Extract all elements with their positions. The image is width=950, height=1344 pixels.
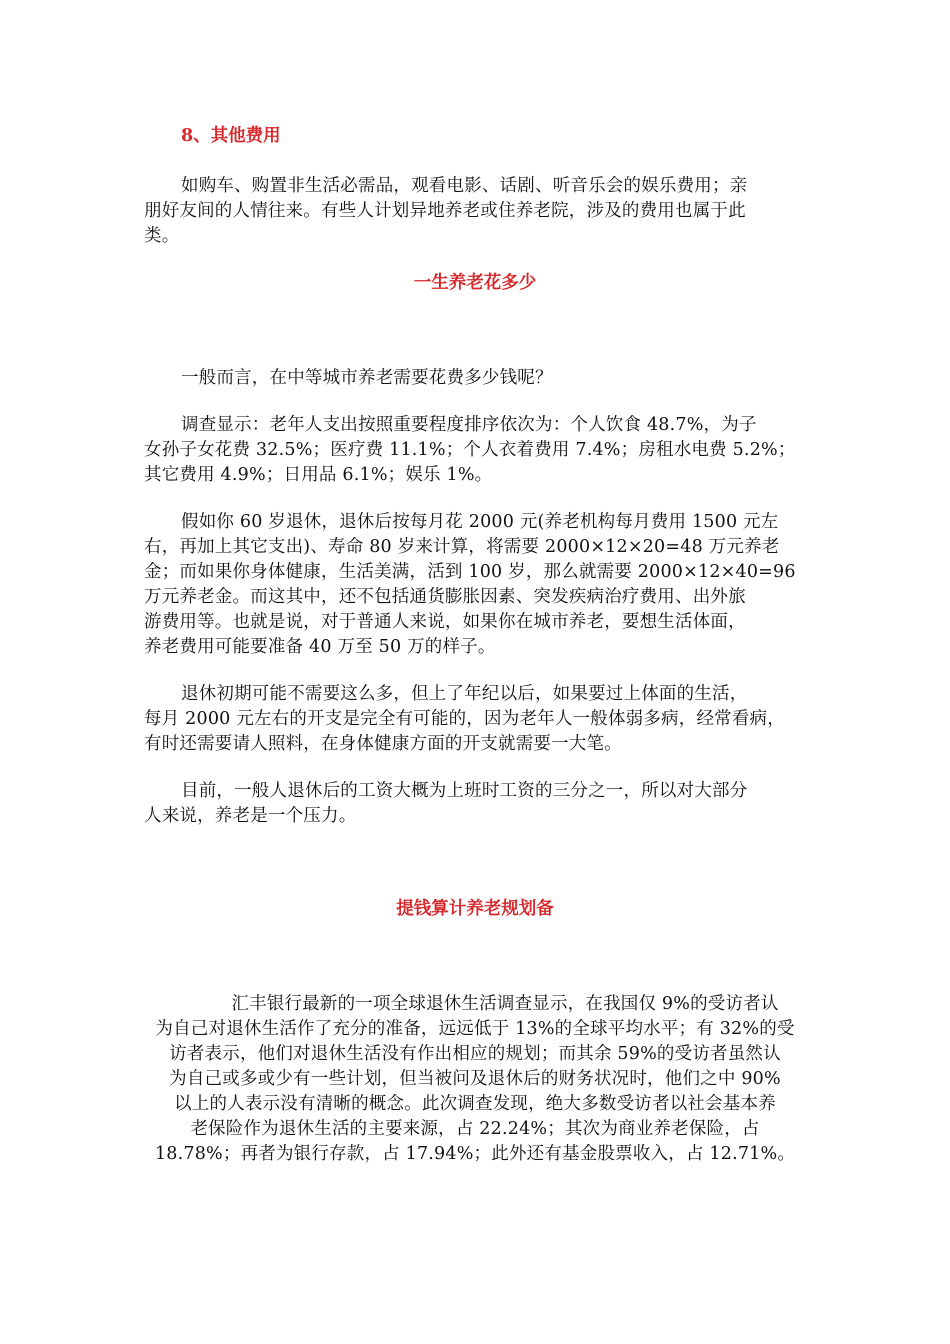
section-heading-other-expenses: 8、其他费用: [181, 126, 281, 146]
text-line: 调查显示：老年人支出按照重要程度排序依次为：个人饮食 48.7%，为子: [181, 415, 757, 435]
text-line: 目前，一般人退休后的工资大概为上班时工资的三分之一，所以对大部分: [181, 781, 748, 801]
text-line: 退休初期可能不需要这么多，但上了年纪以后，如果要过上体面的生活，: [181, 684, 748, 704]
paragraph-pressure: [144, 779, 808, 829]
text-line: 老保险作为退休生活的主要来源，占 22.24%；其次为商业养老保险，占: [190, 1119, 760, 1139]
text-line: 访者表示，他们对退休生活没有作出相应的规划；而其余 59%的受访者虽然认: [169, 1044, 781, 1064]
paragraph-early-retirement: [144, 682, 808, 757]
text-line: 女孙子女花费 32.5%；医疗费 11.1%；个人衣着费用 7.4%；房租水电费 5.2%；: [144, 440, 796, 460]
text-line: 朋好友间的人情往来。有些人计划异地养老或住养老院，涉及的费用也属于此: [144, 201, 746, 221]
text-line: 汇丰银行最新的一项全球退休生活调查显示，在我国仅 9%的受访者认: [231, 994, 779, 1014]
text-line: 18.78%；再者为银行存款，占 17.94%；此外还有基金股票收入，占 12.71%。: [154, 1144, 796, 1164]
text-line: 右，再加上其它支出)、寿命 80 岁来计算，将需要 2000×12×20=48 万元养老: [144, 537, 780, 557]
text-line: 如购车、购置非生活必需品，观看电影、话剧、听音乐会的娱乐费用；亲: [181, 176, 748, 196]
text-line: 一般而言，在中等城市养老需要花费多少钱呢？: [181, 368, 553, 388]
section-heading-planning: 提钱算计养老规划备: [396, 899, 554, 919]
text-line: 万元养老金。而这其中，还不包括通货膨胀因素、突发疾病治疗费用、出外旅: [144, 587, 746, 607]
text-line: 人来说，养老是一个压力。: [144, 806, 357, 826]
paragraph-question: [144, 366, 808, 391]
text-line: 为自己或多或少有一些计划，但当被问及退休后的财务状况时，他们之中 90%: [169, 1069, 781, 1089]
paragraph-other-expenses: [144, 174, 808, 249]
paragraph-retirement-calculation: [144, 510, 808, 660]
text-line: 以上的人表示没有清晰的概念。此次调查发现，绝大多数受访者以社会基本养: [174, 1094, 776, 1114]
text-line: 金；而如果你身体健康，生活美满，活到 100 岁，那么就需要 2000×12×40=96: [144, 562, 796, 582]
text-line: 类。: [144, 226, 180, 246]
text-line: 其它费用 4.9%；日用品 6.1%；娱乐 1%。: [144, 465, 493, 485]
paragraph-hsbc-survey: [130, 992, 820, 1167]
text-line: 为自己对退休生活作了充分的准备，远远低于 13%的全球平均水平；有 32%的受: [155, 1019, 795, 1039]
text-line: 养老费用可能要准备 40 万至 50 万的样子。: [144, 637, 496, 657]
section-heading-lifetime-cost: 一生养老花多少: [413, 273, 537, 293]
paragraph-survey-results: [144, 413, 808, 488]
text-line: 每月 2000 元左右的开支是完全有可能的，因为老年人一般体弱多病，经常看病，: [144, 709, 785, 729]
text-line: 有时还需要请人照料，在身体健康方面的开支就需要一大笔。: [144, 734, 622, 754]
text-line: 假如你 60 岁退休，退休后按每月花 2000 元(养老机构每月费用 1500 元左: [181, 512, 779, 532]
text-line: 游费用等。也就是说，对于普通人来说，如果你在城市养老，要想生活体面，: [144, 612, 746, 632]
